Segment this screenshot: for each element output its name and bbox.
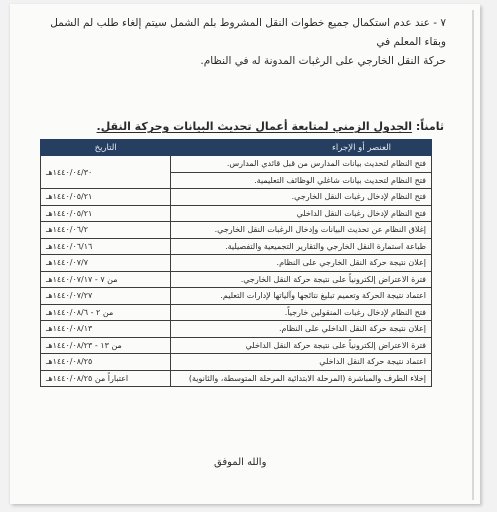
cell-date: ١٤٤٠/٠٧/٧هـ <box>41 255 171 272</box>
header-procedure: العنصر أو الإجراء <box>171 140 432 156</box>
table-row <box>41 354 432 371</box>
table-row <box>41 271 432 288</box>
table-row <box>41 238 432 255</box>
cell-procedure: فتح النظام لتحديث بيانات شاغلي الوظائف التعليمية. <box>171 172 432 189</box>
table-row <box>41 304 432 321</box>
cell-date: ١٤٤٠/٠٦/٢هـ <box>41 222 171 239</box>
table-row <box>41 255 432 272</box>
cell-date: ١٤٤٠/٠٨/١٣هـ <box>41 321 171 338</box>
table-row <box>41 222 432 239</box>
table-row <box>41 321 432 338</box>
table-row <box>41 288 432 305</box>
cell-procedure: إغلاق النظام عن تحديث البيانات وإدخال الرغبات النقل الخارجي. <box>171 222 432 239</box>
cell-procedure: فتح النظام لإدخال رغبات النقل الداخلي <box>171 205 432 222</box>
cell-date: ١٤٤٠/٠٦/١٦هـ <box>41 238 171 255</box>
cell-procedure: اعتماد نتيجة حركة النقل الداخلي <box>171 354 432 371</box>
page-edge-rule <box>472 10 474 500</box>
table-header-row <box>41 140 432 156</box>
cell-date: من ٧ - ١٤٤٠/٠٧/١٧هـ <box>41 271 171 288</box>
header-date: التاريخ <box>41 140 171 156</box>
cell-date: اعتباراً من ١٤٤٠/٠٨/٢٥هـ <box>41 370 171 387</box>
table-row <box>41 205 432 222</box>
table-row <box>41 156 432 173</box>
cell-procedure: فتح النظام لتحديث بيانات المدارس من قبل قائدي المدارس. <box>171 156 432 173</box>
cell-procedure: فتح النظام لإدخال رغبات النقل الخارجي. <box>171 189 432 206</box>
section-heading <box>97 120 444 133</box>
cell-date: ١٤٤٠/٠٥/٢١هـ <box>41 189 171 206</box>
table-row <box>41 370 432 387</box>
section-number: ثامناً: <box>415 120 444 133</box>
schedule-table <box>40 139 432 387</box>
cell-date: من ٢ - ١٤٤٠/٠٨/٦هـ <box>41 304 171 321</box>
cell-procedure: فتح النظام لإدخال رغبات المنقولين خارجياً. <box>171 304 432 321</box>
cell-procedure: إعلان نتيجة حركة النقل الخارجي على النظام. <box>171 255 432 272</box>
table-row <box>41 189 432 206</box>
paragraph-line-1: ٧ - عند عدم استكمال جميع خطوات النقل المشروط بلم الشمل سيتم إلغاء طلب لم الشمل وبقاء المعلم في <box>50 17 446 48</box>
closing-signature: والله الموفق <box>214 457 267 468</box>
cell-procedure: فترة الاعتراض إلكترونياً على نتيجة حركة النقل الداخلي <box>171 337 432 354</box>
cell-date: ١٤٤٠/٠٥/٢١هـ <box>41 205 171 222</box>
table-row <box>41 337 432 354</box>
cell-procedure: فترة الاعتراض إلكترونياً على نتيجة حركة النقل الخارجي. <box>171 271 432 288</box>
cell-date: ١٤٤٠/٠٨/٢٥هـ <box>41 354 171 371</box>
cell-procedure: إعلان نتيجة حركة النقل الداخلي على النظام. <box>171 321 432 338</box>
cell-procedure: طباعة استمارة النقل الخارجي والتقارير التجميعية والتفصيلية. <box>171 238 432 255</box>
cell-procedure: إخلاء الطرف والمباشرة (المرحلة الابتدائية المرحلة المتوسطة، والثانوية) <box>171 370 432 387</box>
cell-date: ١٤٤٠/٠٧/٢٧هـ <box>41 288 171 305</box>
paragraph-item-7 <box>36 14 446 71</box>
cell-date: من ١٣ - ١٤٤٠/٠٨/٢٣هـ <box>41 337 171 354</box>
paragraph-line-2: حركة النقل الخارجي على الرغبات المدونة له في النظام. <box>200 55 446 67</box>
section-title: الجدول الزمني لمتابعة أعمال تحديث البيانات وحركة النقل. <box>96 120 413 133</box>
cell-procedure: اعتماد نتيجة الحركة وتعميم تبليغ نتائجها وآلياتها لإدارات التعليم. <box>171 288 432 305</box>
cell-date: ١٤٤٠/٠٤/٣٠هـ <box>41 156 171 189</box>
